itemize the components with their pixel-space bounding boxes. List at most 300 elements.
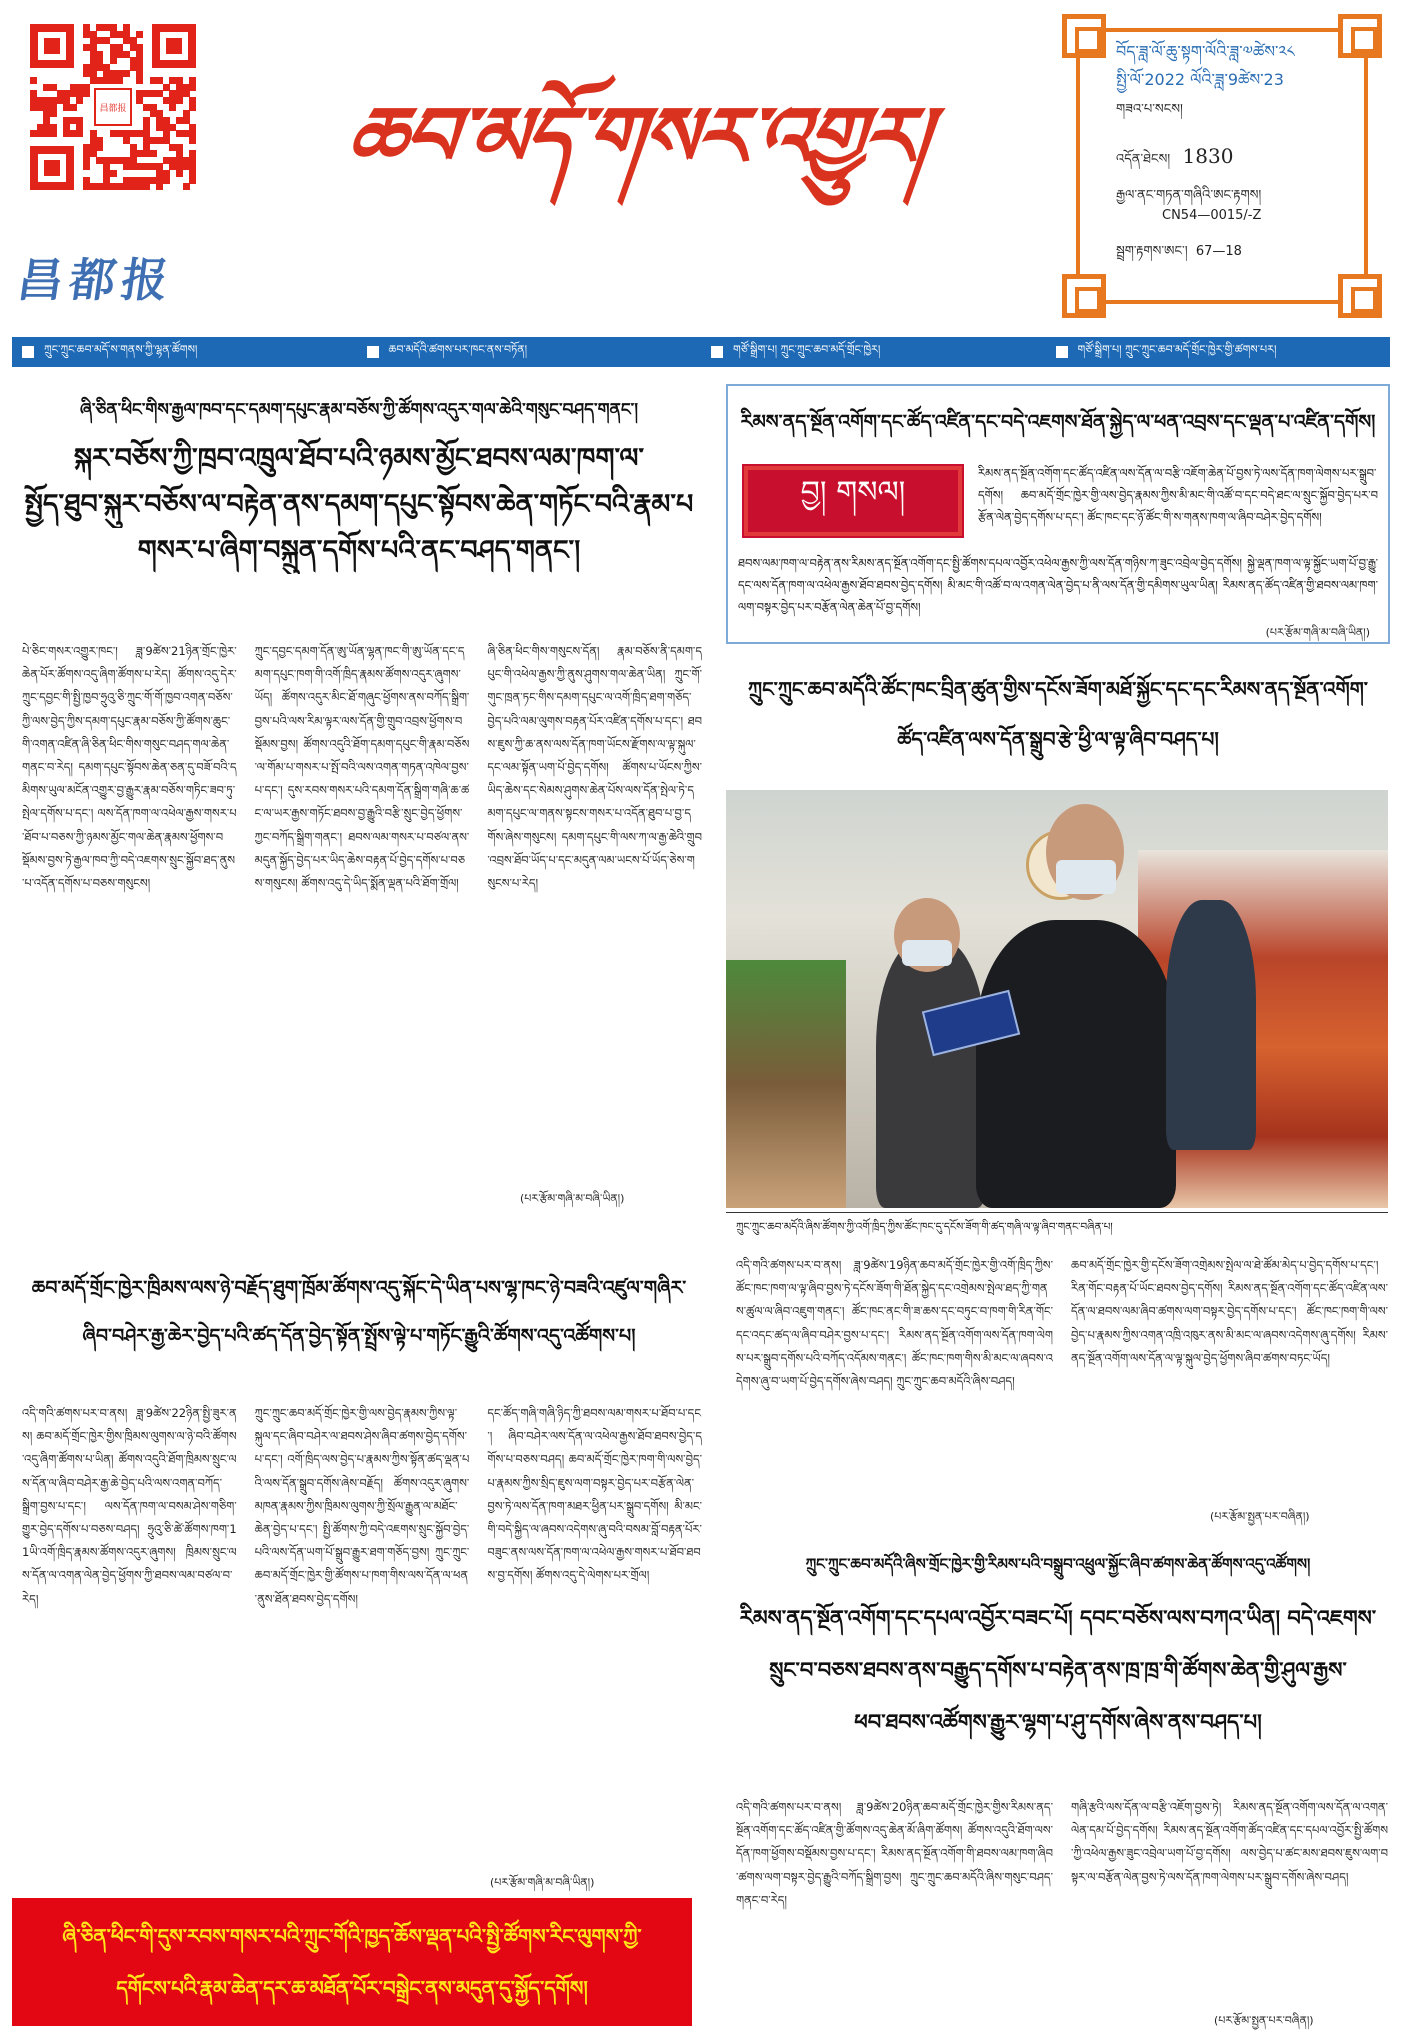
qr-module	[50, 130, 57, 137]
qr-module	[189, 104, 196, 111]
qr-module	[169, 104, 176, 111]
post-label: སྦྲག་རྟགས་ཨང་།	[1116, 244, 1188, 259]
qr-module	[136, 90, 143, 97]
qr-module	[183, 84, 190, 91]
qr-module	[156, 177, 163, 184]
qr-module	[90, 137, 97, 144]
qr-module	[143, 90, 150, 97]
issue-label: འདོན་ཐེངས།	[1116, 152, 1171, 167]
qr-module	[163, 170, 170, 177]
qr-module	[183, 90, 190, 97]
qr-module	[116, 157, 123, 164]
article-column: ཆབ་མདོ་གྲོང་ཁྱེར་གྱི་དངོས་ཟོག་འགྲེམས་སྤེལ་ལ་ཐེ་ཚོམ་མེད་པ་བྱེད་དགོས་པ་དང་། རིན་གོང་བརྟན་པོ་ཡོང་ཐབས་བྱེད་དགོས། རིམས་ནད་སྔོན་འགོག་དང་ཚོད་འཛིན་ལས་དོན་ལ་ཐབས་ལམ་ཞིབ་ཚགས་ལག་བསྟར་བྱེད་དགོས་པ་དང་། ཚོང་ཁང་ཁག་གི་ལས་བྱེད་པ་རྣམས་ཀྱིས་འགན་འཁྲི་འཁུར་ནས་མི་མང་ལ་ཞབས་འདེགས་ཞུ་དགོས། རིམས་ནད་སྔོན་འགོག་ལས་དོན་ལ་ལྟ་སྐུལ་བྱེད་ཕྱོགས་ཞིབ་ཚགས་བཏང་ཡོད།	[1071, 1258, 1388, 1365]
qr-module	[123, 157, 130, 164]
qr-module	[136, 97, 143, 104]
qr-module	[43, 104, 50, 111]
qr-module	[43, 84, 50, 91]
qr-module	[30, 90, 37, 97]
qr-module	[110, 70, 117, 77]
qr-module	[43, 117, 50, 124]
qr-module	[96, 77, 103, 84]
article-column: འདི་གའི་ཚགས་པར་བ་ནས། ཟླ་9ཚེས་20ཉིན་ཆབ་མདོ་གྲོང་ཁྱེར་གྱིས་རིམས་ནད་སྔོན་འགོག་དང་ཚོད་འཛིན་གྱི་ཚོགས་འདུ་ཆེན་མོ་ཞིག་ཚོགས། ཚོགས་འདུའི་ཐོག་ལས་དོན་ཁག་ཕྱོགས་བསྡོམས་བྱས་པ་དང་། རིམས་ནད་སྔོན་འགོག་གི་ཐབས་ལམ་ཁག་ཞིབ་ཚགས་ལག་བསྟར་བྱེད་རྒྱུའི་བཀོད་སྒྲིག་བྱས། ཀྲུང་ཀྲུང་ཆབ་མདོའི་ཞིས་གསུང་བཤད་གནང་བ་རེད།	[736, 1800, 1053, 1907]
qr-module	[156, 77, 163, 84]
article-column: ཞི་ཅིན་ཕིང་གིས་གསུངས་དོན། རྣམ་བཅོས་ནི་དམག་དཔུང་གི་འཕེལ་རྒྱས་ཀྱི་ནུས་ཤུགས་གལ་ཆེན་ཡིན། ཀྲུང་གོ་གུང་ཁྲན་ཏང་གིས་དམག་དཔུང་ལ་འགོ་ཁྲིད་ཐག་གཅོད་བྱེད་པའི་ལམ་ལུགས་བརྟན་པོར་འཛིན་དགོས་པ་དང་། ཐབས་ཇུས་ཀྱི་ཆ་ནས་ལས་དོན་ཁག་ཡོངས་རྫོགས་ལ་ལྟ་སྐུལ་དང་ལམ་སྟོན་ཡག་པོ་བྱེད་དགོས། ཚོགས་པ་ཡོངས་ཀྱིས་ཡིད་ཆེས་དང་སེམས་ཤུགས་ཆེན་པོས་ལས་དོན་སྤེལ་ཏེ་དམག་དཔུང་ལ་གནས་སྟངས་གསར་པ་འདོན་ཐུབ་པ་བྱ་དགོས་ཞེས་གསུངས། དམག་དཔུང་གི་ལས་ཀ་ལ་རྒྱ་ཆེའི་གྲུབ་འབྲས་ཐོབ་ཡོད་པ་དང་མདུན་ལམ་ཡངས་པོ་ཡོད་ཅེས་གསུངས་པ་རེད།	[487, 644, 702, 891]
qr-module	[169, 124, 176, 131]
qr-module	[123, 24, 130, 31]
square-icon	[367, 346, 379, 358]
headline-line: ཞིབ་བཤེར་རྒྱ་ཆེར་བྱེད་པའི་ཚད་དོན་བྱེད་སྟོན་སྤྲོས་ལྟེ་པ་གཏོང་རྒྱུའི་ཚོགས་འདུ་འཚོགས་པ།	[82, 1325, 636, 1347]
qr-module	[123, 31, 130, 38]
qr-module	[130, 177, 137, 184]
box-label: བྱ། གསལ།	[744, 466, 962, 536]
article-column: འདི་གའི་ཚགས་པར་བ་ནས། ཟླ་9ཚེས་22ཉིན་སྤྱི་ཟུར་ནས། ཆབ་མདོ་གྲོང་ཁྱེར་གྱིས་ཁྲིམས་ལུགས་ལ་ཉེ་བའི་ཚོགས་འདུ་ཞིག་ཚོགས་པ་ཡིན། ཚོགས་འདུའི་ཐོག་ཁྲིམས་སྲུང་ལས་དོན་ལ་ཞིབ་བཤེར་རྒྱ་ཆེ་བྱེད་པའི་ལས་འགན་བཀོད་སྒྲིག་བྱས་པ་དང་། ལས་དོན་ཁག་ལ་བསམ་ཤེས་གཅིག་གྱུར་བྱེད་དགོས་པ་བཅས་བཤད། ཧྲུའུ་ཅི་ཚེ་ཚོགས་ཁག་11ཡི་འགོ་ཁྲིད་རྣམས་ཚོགས་འདུར་ཞུགས། ཁྲིམས་སྲུང་ལས་དོན་ལ་འགན་ལེན་བྱེད་ཕྱོགས་ཀྱི་ཐབས་ལམ་བཙལ་བ་རེད།	[22, 1406, 237, 1606]
qr-module	[169, 144, 176, 151]
qr-module	[63, 117, 70, 124]
qr-module	[183, 117, 190, 124]
article4-headline	[726, 1592, 1390, 1752]
qr-module	[156, 170, 163, 177]
qr-module	[156, 117, 163, 124]
qr-module	[189, 77, 196, 84]
date-western: སྤྱི་ལོ་2022 ལོའི་ཟླ་9ཚེས་23	[1116, 70, 1284, 89]
headline-line: ཕབ་ཐབས་འཚོགས་རྒྱུར་ལྷག་པ་ཤུ་དགོས་ཞེས་ནས་བཤད་པ།	[854, 1710, 1262, 1734]
qr-module	[150, 90, 157, 97]
qr-module	[110, 77, 117, 84]
photo-person	[1166, 900, 1256, 1150]
qr-module	[43, 130, 50, 137]
qr-module	[103, 170, 110, 177]
weekday: གཟའ་པ་སངས།	[1116, 102, 1183, 117]
qr-module	[130, 183, 137, 190]
qr-module	[156, 124, 163, 131]
qr-module	[90, 144, 97, 151]
photo-mask	[1056, 860, 1116, 894]
qr-module	[176, 117, 183, 124]
qr-module	[150, 150, 157, 157]
qr-module	[136, 57, 143, 64]
qr-module	[130, 37, 137, 44]
qr-module	[130, 144, 137, 151]
qr-module	[156, 110, 163, 117]
qr-module	[30, 77, 37, 84]
qr-module	[63, 104, 70, 111]
qr-module	[163, 177, 170, 184]
qr-module	[110, 183, 117, 190]
qr-module	[189, 150, 196, 157]
qr-module	[83, 163, 90, 170]
qr-module	[169, 163, 176, 170]
qr-module	[96, 57, 103, 64]
qr-module	[63, 97, 70, 104]
qr-module	[176, 84, 183, 91]
qr-module	[136, 177, 143, 184]
post-number: 67—18	[1195, 244, 1242, 259]
article3-headline	[726, 664, 1390, 764]
qr-module	[123, 70, 130, 77]
qr-module	[83, 84, 90, 91]
article2-byline: (པར་རྩོམ་གཞི་མ་བཞི་ཡིན།)	[490, 1876, 595, 1889]
qr-module	[76, 117, 83, 124]
qr-module	[176, 130, 183, 137]
box-text-right: རིམས་ནད་སྔོན་འགོག་དང་ཚོད་འཛིན་ལས་དོན་ལ་བརྩི་འཇོག་ཆེན་པོ་བྱས་ཏེ་ལས་དོན་ཁག་ལེགས་པར་སྒྲུབ་དགོས། ཆབ་མདོ་གྲོང་ཁྱེར་གྱི་ལས་བྱེད་རྣམས་ཀྱིས་མི་མང་གི་འཚོ་བ་དང་བདེ་ཐང་ལ་སྲུང་སྐྱོབ་བྱེད་པར་བརྩོན་ལེན་བྱེད་དགོས་པ་དང་། ཚོང་ཁང་དང་ཉོ་ཚོང་གི་ས་གནས་ཁག་ལ་ཞིབ་བཤེར་བྱེད་དགོས།	[978, 466, 1378, 524]
qr-module	[90, 70, 97, 77]
qr-module	[103, 157, 110, 164]
photo-person	[976, 920, 1176, 1208]
article4-kicker: ཀྲུང་ཀྲུང་ཆབ་མདོའི་ཞིས་གྲོང་ཁྱེར་གྱི་རིམས་པའི་བསྒྲུབ་འཕྲུལ་སྐྱོང་ཞིབ་ཚགས་ཆེན་ཚོགས་འདུ་འཚོགས།	[805, 1555, 1311, 1573]
box-title: རིམས་ནད་སྔོན་འགོག་དང་ཚོད་འཛིན་དང་བདེ་འཇགས་ཐོན་སྐྱེད་ལ་ཕན་འབྲས་དང་ལྡན་པ་འཛིན་དགོས།	[740, 411, 1376, 433]
qr-module	[103, 64, 110, 71]
article4-byline: (པར་རྩོམ་སྤྱན་པར་བཞིན།)	[1214, 2014, 1314, 2027]
qr-module	[96, 144, 103, 151]
banner-line: ཞི་ཅིན་ཕིང་གི་དུས་རབས་གསར་པའི་ཀྲུང་གོའི་ཁྱད་ཆོས་ལྡན་པའི་སྤྱི་ཚོགས་རིང་ལུགས་ཀྱི་	[62, 1924, 642, 1948]
box-text-bottom: ཐབས་ལམ་ཁག་ལ་བརྟེན་ནས་རིམས་ནད་སྔོན་འགོག་དང་སྤྱི་ཚོགས་དཔལ་འབྱོར་འཕེལ་རྒྱས་ཀྱི་ལས་དོན་གཉིས་ཀ་ཟུང་འབྲེལ་བྱེད་དགོས། སྐྱེ་ལྡན་ཁག་ལ་ལྟ་སྐྱོང་ཡག་པོ་བྱ་རྒྱུ་དང་ལས་དོན་ཁག་ལ་འཕེལ་རྒྱས་ཐོབ་ཐབས་བྱེད་དགོས། མི་མང་གི་འཚོ་བ་ལ་འགན་ལེན་བྱེད་པ་ནི་ལས་དོན་གྱི་དམིགས་ཡུལ་ཡིན། རིམས་ནད་ཚོད་འཛིན་གྱི་ཐབས་ལམ་ཁག་ལག་བསྟར་བྱེད་པར་བརྩོན་ལེན་ཆེན་པོ་བྱ་དགོས།	[738, 556, 1378, 614]
qr-module	[70, 130, 77, 137]
qr-module	[176, 157, 183, 164]
qr-module	[30, 104, 37, 111]
editorial-box	[726, 384, 1390, 644]
qr-module	[37, 130, 44, 137]
publisher-label: ཀྲུང་ཀྲུང་ཆབ་མདོ་ས་གནས་ཀྱི་ལྷན་ཚོགས།	[44, 342, 198, 356]
qr-module	[123, 51, 130, 58]
qr-module	[110, 57, 117, 64]
article2-headline	[14, 1264, 704, 1364]
qr-module	[150, 137, 157, 144]
qr-module	[130, 150, 137, 157]
qr-module	[143, 163, 150, 170]
qr-module	[183, 157, 190, 164]
qr-module	[50, 104, 57, 111]
qr-module	[189, 124, 196, 131]
headline-line: རིམས་ནད་སྔོན་འགོག་དང་དཔལ་འབྱོར་བཟང་པོ། དབང་བཅོས་ལས་བཀའ་ཡིན། བདེ་འཇགས་	[739, 1606, 1377, 1630]
qr-module	[156, 137, 163, 144]
article-column: ཀྲུང་དབྱང་དམག་དོན་ཨུ་ཡོན་ལྷན་ཁང་གི་ཨུ་ཡོན་དང་དམག་དཔུང་ཁག་གི་འགོ་ཁྲིད་རྣམས་ཚོགས་འདུར་ཞུགས་ཡོད། ཚོགས་འདུར་མིང་ཐོ་གཞུང་ཕྱོགས་ནས་བཀོད་སྒྲིག་བྱས་པའི་ལས་རིམ་ལྟར་ལས་དོན་གྱི་གྲུབ་འབྲས་ཕྱོགས་བསྡོམས་བྱས། ཚོགས་འདུའི་ཐོག་དམག་དཔུང་གི་རྣམ་བཅོས་ལ་གོམ་པ་གསར་པ་སྤོ་བའི་ལས་འགན་གཏན་འཁེལ་བྱས་པ་དང་། དུས་རབས་གསར་པའི་དམག་དོན་སྒྲིག་གཞི་ཆ་ཚང་ལ་ཡར་རྒྱས་གཏོང་ཐབས་བྱ་རྒྱུའི་བརྩི་སྲུང་བྱེད་ཕྱོགས་ཀྱང་བཀོད་སྒྲིག་གནང་། ཐབས་ལམ་གསར་པ་བཙལ་ནས་མདུན་སྐྱོད་བྱེད་པར་ཡིད་ཆེས་བརྟན་པོ་བྱེད་དགོས་པ་བཅས་གསུངས། ཚོགས་འདུ་དེ་ཡིད་སྨོན་ལྡན་པའི་ཐོག་གྲོལ།	[254, 644, 470, 891]
qr-finder	[30, 24, 74, 68]
qr-module	[103, 70, 110, 77]
publisher-label: གཙོ་སྒྲིག་པ། ཀྲུང་ཀྲུང་ཆབ་མདོ་གྲོང་ཁྱེར།	[733, 342, 881, 356]
qr-module	[30, 97, 37, 104]
issue-number: 1830	[1182, 144, 1234, 168]
publisher-item	[12, 337, 357, 367]
qr-module	[90, 44, 97, 51]
qr-module	[136, 150, 143, 157]
qr-module	[123, 137, 130, 144]
qr-module	[83, 64, 90, 71]
article-column: གཞི་རྩའི་ལས་དོན་ལ་བརྩི་འཇོག་བྱས་ཏེ། རིམས་ནད་སྔོན་འགོག་ལས་དོན་ལ་འགན་ལེན་དམ་པོ་བྱེད་དགོས། རིམས་ནད་སྔོན་འགོག་ཚོད་འཛིན་དང་དཔལ་འབྱོར་སྤྱི་ཚོགས་ཀྱི་འཕེལ་རྒྱས་ཟུང་འབྲེལ་ཡག་པོ་བྱ་དགོས། ལས་བྱེད་པ་ཚང་མས་ཐབས་ཇུས་ལག་བསྟར་ལ་བརྩོན་ལེན་བྱས་ཏེ་ལས་དོན་ཁག་ལེགས་པར་སྒྲུབ་དགོས་ཞེས་བཤད།	[1071, 1800, 1388, 1884]
qr-module	[83, 31, 90, 38]
qr-module	[96, 183, 103, 190]
article-column: དང་ཚོད་གཞི་གཞི་ཉིད་ཀྱི་ཐབས་ལམ་གསར་པ་ཐོབ་པ་དང་། ཞིབ་བཤེར་ལས་དོན་ལ་འཕེལ་རྒྱས་ཐོབ་ཐབས་བྱེད་དགོས་པ་བཅས་བཤད། ཆབ་མདོ་གྲོང་ཁྱེར་ཁག་གི་ལས་བྱེད་པ་རྣམས་ཀྱིས་སྲིད་ཇུས་ལག་བསྟར་བྱེད་པར་བརྩོན་ལེན་བྱས་ཏེ་ལས་དོན་ཁག་མཐར་ཕྱིན་པར་སྒྲུབ་དགོས། མི་མང་གི་བདེ་སྐྱིད་ལ་ཞབས་འདེགས་ཞུ་བའི་བསམ་བློ་བརྟན་པོར་བཟུང་ནས་ལས་དོན་ཁག་ལ་འཕེལ་རྒྱས་གསར་པ་ཐོབ་ཐབས་བྱ་དགོས། ཚོགས་འདུ་དེ་ལེགས་པར་གྲོལ།	[487, 1406, 702, 1583]
qr-module	[50, 84, 57, 91]
qr-module	[110, 51, 117, 58]
qr-module	[136, 31, 143, 38]
photo-person	[876, 940, 986, 1208]
qr-module	[43, 124, 50, 131]
qr-module	[136, 163, 143, 170]
qr-module	[183, 110, 190, 117]
qr-module	[96, 157, 103, 164]
qr-module	[136, 77, 143, 84]
qr-module	[103, 163, 110, 170]
article-column: འདི་གའི་ཚགས་པར་བ་ནས། ཟླ་9ཚེས་19ཉིན་ཆབ་མདོ་གྲོང་ཁྱེར་གྱི་འགོ་ཁྲིད་ཀྱིས་ཚོང་ཁང་ཁག་ལ་ལྟ་ཞིབ་བྱས་ཏེ་དངོས་ཟོག་གི་ཐོན་སྐྱེད་དང་འགྲེམས་སྤེལ་ཐད་ཀྱི་གནས་ཚུལ་ལ་ཞིབ་འཇུག་གནང་། ཚོང་ཁང་ནང་གི་ཟ་ཆས་དང་བཏུང་བ་ཁག་གི་རིན་གོང་དང་འདང་ཚད་ལ་ཞིབ་བཤེར་བྱས་པ་དང་། རིམས་ནད་སྔོན་འགོག་ལས་དོན་ཁག་ལེགས་པར་སྒྲུབ་དགོས་པའི་བཀོད་འདོམས་གནང་། ཚོང་ཁང་ཁག་གིས་མི་མང་ལ་ཞབས་འདེགས་ཞུ་བ་ཡག་པོ་བྱེད་དགོས་ཞེས་བཤད། ཀྲུང་ཀྲུང་ཆབ་མདོའི་ཞིས་བཤད།	[736, 1258, 1053, 1389]
qr-module	[150, 77, 157, 84]
qr-module	[136, 70, 143, 77]
qr-module	[136, 183, 143, 190]
qr-module	[176, 150, 183, 157]
qr-module	[143, 124, 150, 131]
qr-module	[156, 90, 163, 97]
qr-logo: 昌都报	[94, 88, 132, 126]
qr-module	[96, 37, 103, 44]
qr-module	[189, 163, 196, 170]
article-column: ཀྲུང་ཀྲུང་ཆབ་མདོ་གྲོང་ཁྱེར་གྱི་ལས་བྱེད་རྣམས་ཀྱིས་ལྟ་སྐུལ་དང་ཞིབ་བཤེར་ལ་ཐབས་ཤེས་ཞིབ་ཚགས་བྱེད་དགོས་པ་དང་། འགོ་ཁྲིད་ལས་བྱེད་པ་རྣམས་ཀྱིས་སྟོན་ཚད་ལྡན་པའི་ལས་དོན་སྒྲུབ་དགོས་ཞེས་བརྗོད། ཚོགས་འདུར་ཞུགས་མཁན་རྣམས་ཀྱིས་ཁྲིམས་ལུགས་ཀྱི་སྲོལ་རྒྱུན་ལ་མཐོང་ཆེན་བྱེད་པ་དང་། སྤྱི་ཚོགས་ཀྱི་བདེ་འཇགས་སྲུང་སྐྱོབ་བྱེད་པའི་ལས་དོན་ཡག་པོ་སྒྲུབ་རྒྱུར་ཐག་གཅོད་བྱས། ཀྲུང་ཀྲུང་ཆབ་མདོ་གྲོང་ཁྱེར་གྱི་ཚོགས་པ་ཁག་གིས་ལས་དོན་ལ་ཕན་ནུས་ཐོན་ཐབས་བྱེད་དགོས།	[254, 1406, 470, 1606]
qr-module	[83, 44, 90, 51]
publisher-label: གཙོ་སྒྲིག་པ། ཀྲུང་ཀྲུང་ཆབ་མདོ་གྲོང་ཁྱེར་གྱི་ཚགས་པར།	[1077, 342, 1277, 356]
qr-module	[143, 104, 150, 111]
post-line	[1116, 236, 1242, 273]
qr-module	[163, 84, 170, 91]
qr-module	[143, 130, 150, 137]
article1-kicker: ཞི་ཅིན་ཕིང་གིས་རྒྱལ་ཁབ་དང་དམག་དཔུང་རྣམ་བཅོས་ཀྱི་ཚོགས་འདུར་གལ་ཆེའི་གསུང་བཤད་གནང་།	[79, 400, 639, 420]
qr-module	[103, 77, 110, 84]
qr-module	[90, 31, 97, 38]
qr-module	[50, 110, 57, 117]
qr-module	[116, 44, 123, 51]
qr-module	[83, 183, 90, 190]
date-tibetan: བོད་ཟླ་ལོ་ཆུ་སྟག་ལོའི་ཟླ་༧ཚེས་༢༨	[1116, 42, 1295, 61]
qr-finder	[152, 24, 196, 68]
qr-module	[90, 64, 97, 71]
qr-module	[50, 97, 57, 104]
qr-module	[143, 137, 150, 144]
qr-module	[110, 170, 117, 177]
qr-module	[103, 24, 110, 31]
qr-module	[116, 70, 123, 77]
qr-module	[143, 183, 150, 190]
qr-module	[76, 97, 83, 104]
qr-module	[143, 144, 150, 151]
qr-module	[103, 37, 110, 44]
qr-module	[83, 177, 90, 184]
qr-module	[116, 77, 123, 84]
square-icon	[711, 346, 723, 358]
article2-body	[22, 1402, 702, 1880]
qr-module	[70, 90, 77, 97]
qr-module	[83, 157, 90, 164]
qr-finder	[30, 146, 74, 190]
article-column: པེ་ཅིང་གསར་འགྱུར་ཁང་། ཟླ་9ཚེས་21ཉིན་གྲོང་ཁྱེར་ཆེན་པོར་ཚོགས་འདུ་ཞིག་ཚོགས་པ་རེད། ཚོགས་འདུ་དེར་ཀྲུང་དབྱང་གི་སྤྱི་ཁྱབ་ཧྲུའུ་ཅི་ཀྲུང་གོ་གོ་ཁྱབ་འགན་བཅོས་ཀྱི་ལས་བྱེད་ཀྱིས་དམག་དཔུང་རྣམ་བཅོས་ཀྱི་ཚོགས་ཆུང་གི་འགན་འཛིན་ཞི་ཅིན་ཕིང་གིས་གསུང་བཤད་གལ་ཆེན་གནང་བ་རེད། དམག་དཔུང་སྟོབས་ཆེན་ཅན་དུ་བཟོ་བའི་དམིགས་ཡུལ་མངོན་འགྱུར་བྱ་རྒྱུར་རྣམ་བཅོས་གཏིང་ཟབ་ཏུ་སྤེལ་དགོས་པ་དང་། ལས་དོན་ཁག་ལ་འཕེལ་རྒྱས་གསར་པ་ཐོབ་པ་བཅས་ཀྱི་ཉམས་མྱོང་གལ་ཆེན་རྣམས་ཕྱོགས་བསྡོམས་བྱས་ཏེ་རྒྱལ་ཁབ་ཀྱི་བདེ་འཇགས་སྲུང་སྐྱོབ་ཐད་ནུས་པ་འདོན་དགོས་པ་བཅས་གསུངས།	[22, 644, 237, 891]
qr-module	[189, 130, 196, 137]
qr-module	[37, 97, 44, 104]
qr-module	[37, 104, 44, 111]
qr-module	[143, 150, 150, 157]
qr-module	[183, 183, 190, 190]
headline-line: སྐར་བཅོས་ཀྱི་ཁྲབ་འཁྲུལ་ཐོབ་པའི་ཉམས་མྱོང་ཐབས་ལམ་ཁག་ལ་	[73, 443, 645, 474]
qr-module	[90, 51, 97, 58]
photo-shelf	[726, 960, 846, 1208]
qr-module	[176, 163, 183, 170]
qr-module	[83, 150, 90, 157]
qr-module	[130, 157, 137, 164]
qr-module	[169, 90, 176, 97]
qr-module	[163, 117, 170, 124]
issue-line	[1116, 144, 1233, 181]
qr-module	[156, 163, 163, 170]
chinese-logo: 昌都报	[13, 253, 178, 307]
qr-module	[110, 157, 117, 164]
photo-caption: ཀྲུང་ཀྲུང་ཆབ་མདོའི་ཞིས་ཚོགས་ཀྱི་འགོ་ཁྲིད་ཀྱིས་ཚོང་ཁང་དུ་དངོས་ཟོག་གི་ཚད་གཞི་ལ་ལྟ་ཞིབ་གནང་བཞིན་པ།	[736, 1221, 1113, 1233]
square-icon	[22, 346, 34, 358]
qr-module	[150, 163, 157, 170]
qr-module	[169, 157, 176, 164]
qr-module	[163, 157, 170, 164]
qr-module	[123, 177, 130, 184]
endless-knot-icon	[1338, 274, 1382, 318]
square-icon	[1056, 346, 1068, 358]
qr-module	[63, 130, 70, 137]
qr-module	[150, 104, 157, 111]
qr-module	[37, 124, 44, 131]
qr-module	[136, 51, 143, 58]
qr-module	[130, 64, 137, 71]
qr-module	[189, 170, 196, 177]
qr-module	[110, 31, 117, 38]
photo-mask	[902, 940, 952, 966]
qr-module	[83, 24, 90, 31]
headline-line: སྲུང་བ་བཅས་ཐབས་ནས་བརྒྱུད་དགོས་པ་བརྟེན་ནས་ཁྲ་ཁྲ་གི་ཚོགས་ཆེན་གྱི་ཤུལ་རྒྱས་	[769, 1658, 1347, 1682]
qr-module	[189, 97, 196, 104]
endless-knot-icon	[1062, 274, 1106, 318]
qr-module	[183, 130, 190, 137]
qr-module	[110, 44, 117, 51]
qr-module	[83, 90, 90, 97]
qr-logo-label: changdu	[116, 130, 143, 137]
publisher-item	[701, 337, 1046, 367]
qr-module	[90, 130, 97, 137]
qr-module	[70, 84, 77, 91]
issue-info-box	[1062, 14, 1382, 318]
qr-module	[90, 150, 97, 157]
qr-module	[163, 130, 170, 137]
qr-module	[116, 183, 123, 190]
qr-module	[63, 90, 70, 97]
qr-module	[176, 144, 183, 151]
qr-module	[169, 77, 176, 84]
masthead-title: ཆབ་མདོ་གསར་འགྱུར།	[342, 88, 933, 185]
article1-byline: (པར་རྩོམ་གཞི་མ་བཞི་ཡིན།)	[520, 1192, 625, 1205]
qr-module	[96, 51, 103, 58]
publisher-label: ཆབ་མདོའི་ཚགས་པར་ཁང་ནས་བཏོན།	[388, 342, 528, 356]
qr-module	[83, 144, 90, 151]
news-photo	[726, 790, 1388, 1208]
qr-code	[30, 24, 196, 190]
qr-module	[103, 177, 110, 184]
headline-line: ཀྲུང་ཀྲུང་ཆབ་མདོའི་ཚོང་ཁང་བྲིན་ཚུན་གྱིས་དངོས་ཟོག་མཐོ་སྐྱོང་དང་དང་རིམས་ནད་སྔོན་འགོག་	[748, 677, 1368, 701]
qr-module	[189, 177, 196, 184]
qr-module	[43, 97, 50, 104]
qr-module	[130, 57, 137, 64]
article1-body	[22, 640, 702, 1236]
qr-module	[90, 77, 97, 84]
article3-byline: (པར་རྩོམ་སྤྱན་པར་བཞིན།)	[1210, 1510, 1310, 1523]
qr-module	[70, 104, 77, 111]
qr-module	[96, 24, 103, 31]
qr-module	[130, 44, 137, 51]
qr-module	[136, 64, 143, 71]
qr-module	[76, 84, 83, 91]
qr-module	[76, 130, 83, 137]
qr-module	[163, 137, 170, 144]
qr-module	[150, 177, 157, 184]
qr-module	[183, 163, 190, 170]
slogan-banner	[12, 1898, 692, 2026]
headline-line: ཚོད་འཛིན་ལས་དོན་སྒྲུབ་རྩེ་ཕྱི་ལ་ལྟ་ཞིབ་བཤད་པ།	[897, 727, 1219, 751]
qr-module	[189, 84, 196, 91]
qr-module	[163, 97, 170, 104]
endless-knot-icon	[1062, 14, 1106, 58]
qr-module	[176, 170, 183, 177]
qr-module	[156, 183, 163, 190]
caption-rule	[726, 1212, 1388, 1213]
headline-line: ཆབ་མདོ་གྲོང་ཁྱེར་ཁྲིམས་ལས་ཉེ་བརྗོད་ཐུག་ཁྲོམ་ཚོགས་འདུ་སྐོང་དེ་ཡིན་པས་ལྷ་ཁང་ཉེ་བཟའི་འཛུལ་གཞིར་	[31, 1277, 687, 1299]
qr-module	[50, 124, 57, 131]
qr-module	[176, 77, 183, 84]
qr-module	[63, 124, 70, 131]
headline-line: གསར་པ་ཞིག་བསྐྲུན་དགོས་པའི་ནང་བཤད་གནང་།	[137, 535, 581, 566]
article3-body	[736, 1254, 1388, 1496]
qr-module	[103, 183, 110, 190]
qr-module	[116, 51, 123, 58]
qr-module	[123, 163, 130, 170]
qr-module	[43, 110, 50, 117]
qr-module	[76, 90, 83, 97]
endless-knot-icon	[1338, 14, 1382, 58]
qr-module	[143, 177, 150, 184]
headline-line: སྤྱོད་ཐུབ་སྐུར་བཅོས་ལ་བརྟེན་ནས་དམག་དཔུང་སྟོབས་ཆེན་གཏོང་བའི་རྣམ་པ	[24, 489, 694, 520]
publisher-item	[357, 337, 702, 367]
qr-module	[70, 117, 77, 124]
qr-module	[189, 137, 196, 144]
qr-module	[90, 183, 97, 190]
qr-module	[30, 130, 37, 137]
article1-headline	[14, 436, 704, 586]
qr-module	[176, 90, 183, 97]
publisher-bar	[12, 337, 1390, 367]
qr-module	[57, 90, 64, 97]
qr-module	[57, 97, 64, 104]
qr-module	[90, 57, 97, 64]
cn-number: CN54—0015/-Z	[1162, 208, 1262, 223]
article4-body	[736, 1796, 1388, 2002]
qr-module	[110, 24, 117, 31]
qr-module	[90, 37, 97, 44]
qr-module	[143, 117, 150, 124]
qr-module	[189, 157, 196, 164]
publisher-item	[1046, 337, 1391, 367]
qr-module	[150, 110, 157, 117]
qr-module	[96, 64, 103, 71]
qr-module	[169, 97, 176, 104]
qr-module	[136, 44, 143, 51]
qr-module	[123, 37, 130, 44]
qr-module	[163, 124, 170, 131]
qr-module	[96, 137, 103, 144]
qr-module	[116, 31, 123, 38]
box-byline: (པར་རྩོམ་གཞི་མ་བཞི་ཡིན།)	[1265, 626, 1370, 639]
banner-line: དགོངས་པའི་རྣམ་ཆེན་དར་ཆ་མཐོན་པོར་བསྒྲེང་ནས་མདུན་དུ་སྐྱོད་དགོས།	[116, 1976, 588, 2000]
cn-label: རྒྱལ་ནང་གཏན་གཞིའི་ཨང་རྟགས།	[1116, 188, 1262, 203]
qr-module	[130, 163, 137, 170]
qr-module	[176, 97, 183, 104]
